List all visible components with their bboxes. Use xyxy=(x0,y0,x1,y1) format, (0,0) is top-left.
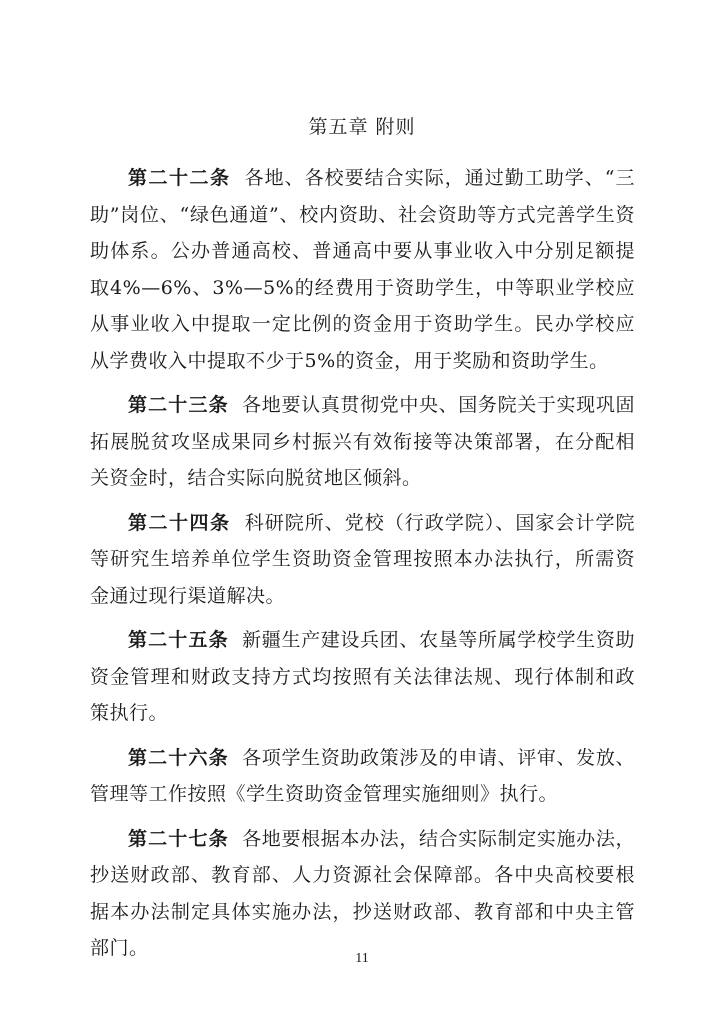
article-26 xyxy=(90,740,635,813)
article-text: 各地要认真贯彻党中央、国务院关于实现巩固拓展脱贫攻坚成果同乡村振兴有效衔接等决策部署，在分配相关资金时，结合实际向脱贫地区倾斜。 xyxy=(90,394,635,489)
article-number: 第二十五条 xyxy=(128,629,229,651)
article-text: 各地要根据本办法，结合实际制定实施办法，抄送财政部、教育部、人力资源社会保障部。各中央高校要根据本办法制定具体实施办法，抄送财政部、教育部和中央主管部门。 xyxy=(90,827,635,959)
chapter-title: 第五章 附则 xyxy=(308,116,416,138)
article-number: 第二十二条 xyxy=(128,167,231,189)
article-text: 科研院所、党校（行政学院）、国家会计学院等研究生培养单位学生资助资金管理按照本办法执行，所需资金通过现行渠道解决。 xyxy=(90,511,635,607)
page-number: 11 xyxy=(355,951,369,966)
article-24 xyxy=(90,505,635,615)
article-number: 第二十七条 xyxy=(128,827,229,850)
article-25 xyxy=(90,622,635,732)
article-27 xyxy=(90,821,635,967)
article-text: 各地、各校要结合实际，通过勤工助学、“三助”岗位、“绿色通道”、校内资助、社会资助等方式完善学生资助体系。公办普通高校、普通高中要从事业收入中分别足额提取4%—6%、3%—5%的经费用于资助学生，中等职业学校应从事业收入中提取一定比例的资金用于资助学生。民办学校应从学费收入中提取不少于5%的资金，用于奖励和资助学生。 xyxy=(90,167,635,372)
article-text: 各项学生资助政策涉及的申请、评审、发放、管理等工作按照《学生资助资金管理实施细则》执行。 xyxy=(90,746,635,805)
article-number: 第二十四条 xyxy=(128,511,231,534)
article-text: 新疆生产建设兵团、农垦等所属学校学生资助资金管理和财政支持方式均按照有关法律法规、现行体制和政策执行。 xyxy=(90,629,635,724)
document-body xyxy=(90,160,635,975)
article-23 xyxy=(90,387,635,497)
article-number: 第二十三条 xyxy=(128,394,229,416)
article-number: 第二十六条 xyxy=(128,746,229,769)
article-22 xyxy=(90,160,635,379)
